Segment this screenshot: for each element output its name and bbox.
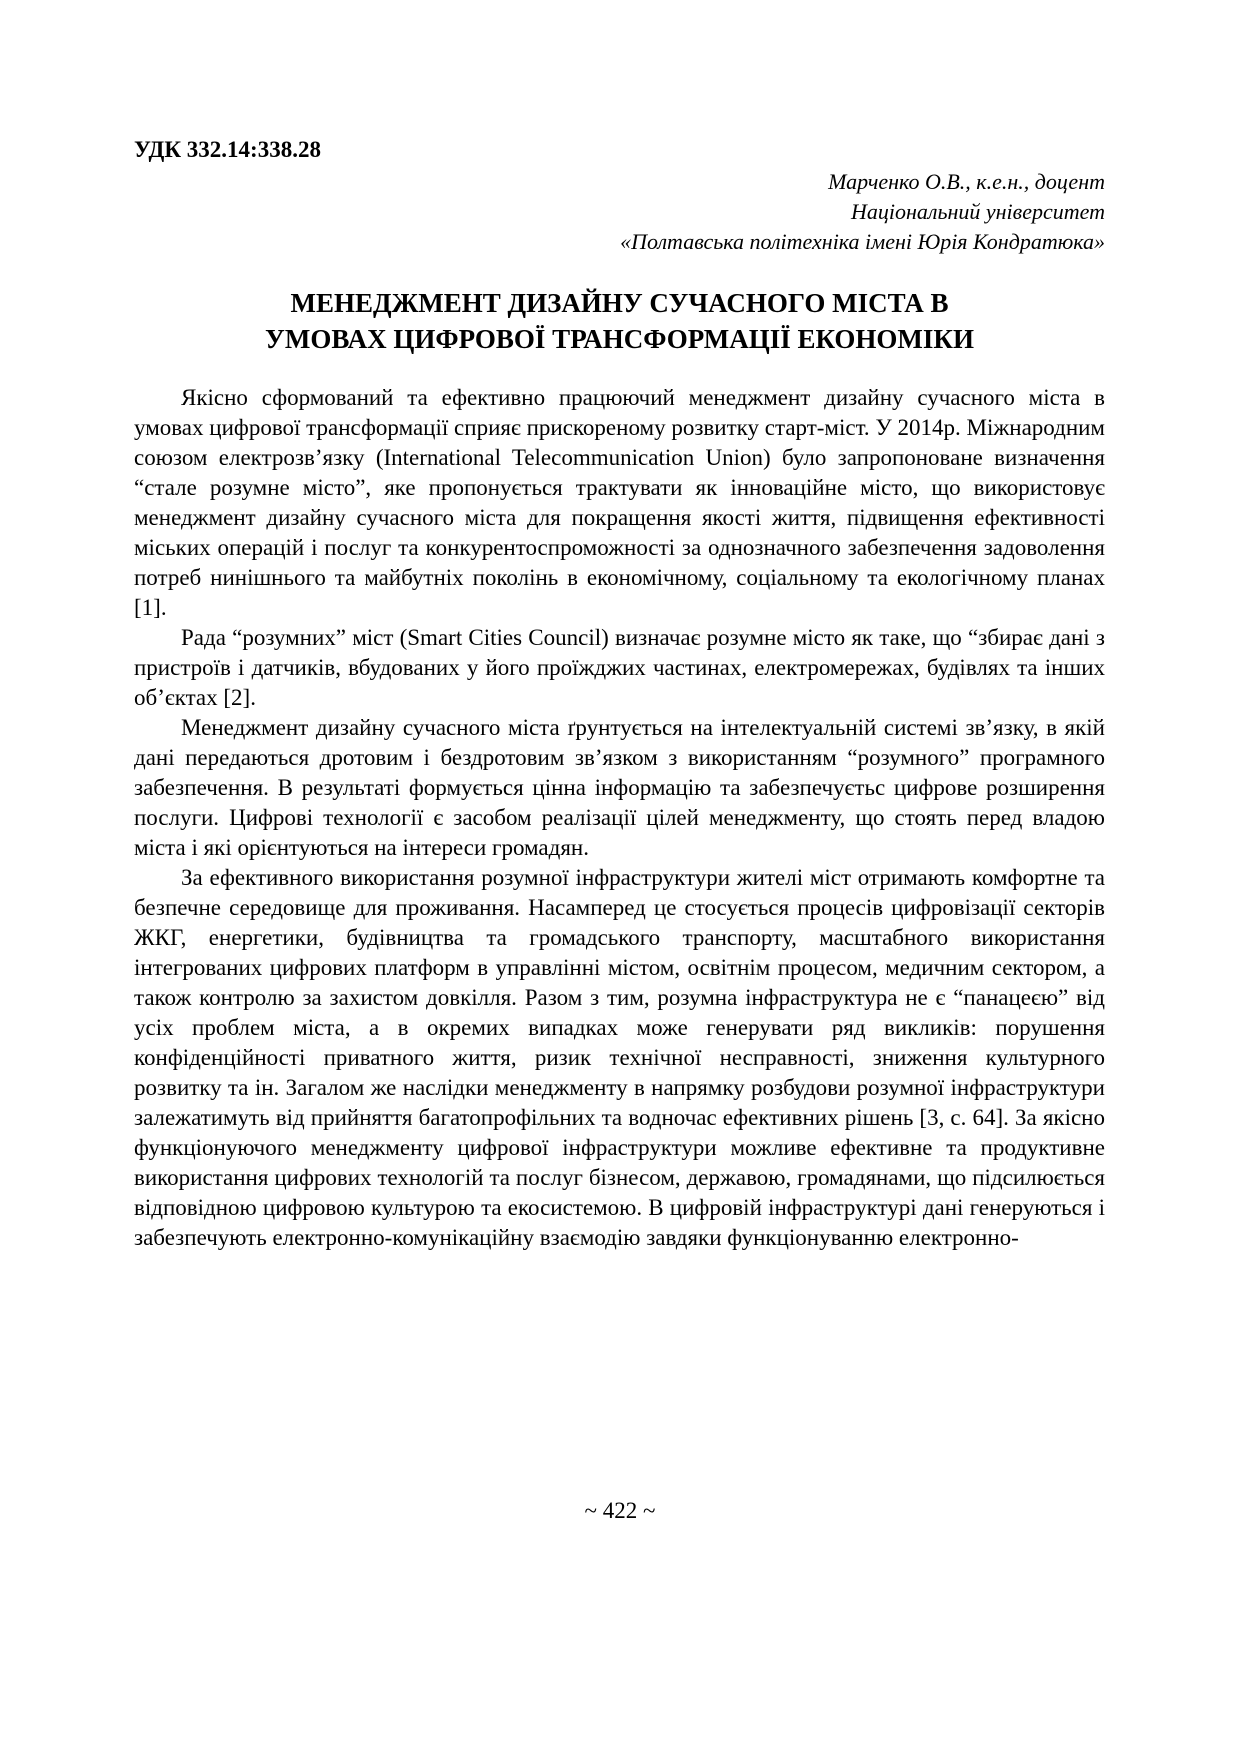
paragraph-2: Рада “розумних” міст (Smart Cities Council) визначає розумне місто як таке, що “збирає дані з пристроїв і датчиків, вбудованих у його проїжджих частинах, електромережах, будівлях та інших об’єктах [2]. [134, 625, 1105, 710]
paper-title-line-1: МЕНЕДЖМЕНТ ДИЗАЙНУ СУЧАСНОГО МІСТА В [290, 288, 949, 318]
paragraph-1: Якісно сформований та ефективно працюючий менеджмент дизайну сучасного міста в умовах цифрової трансформації сприяє прискореному розвитку старт-міст. У 2014р. Міжнародним союзом електрозв’язку (International Telecommunication Union) було запропоноване визначення “стале розумне місто”, яке пропонується трактувати як інноваційне місто, що використовує менеджмент дизайну сучасного міста для покращення якості життя, підвищення ефективності міських операцій і послуг та конкурентоспроможності за однозначного забезпечення задоволення потреб нинішнього та майбутніх поколінь в економічному, соціальному та екологічному планах [1]. [134, 385, 1105, 620]
paper-title [134, 285, 1105, 357]
udc-code: УДК 332.14:338.28 [134, 137, 321, 162]
paragraph-3: Менеджмент дизайну сучасного міста ґрунтується на інтелектуальній системі зв’язку, в якій дані передаються дротовим і бездротовим зв’язком з використанням “розумного” програмного забезпечення. В результаті формується цінна інформацію та забезпечуєтьс цифрове розширення послуги. Цифрові технології є засобом реалізації цілей менеджменту, що стоять перед владою міста і які орієнтуються на інтереси громадян. [134, 715, 1105, 860]
author-block [134, 167, 1105, 257]
author-name: Марченко О.В., к.е.н., доцент [828, 169, 1105, 194]
page-number: ~ 422 ~ [584, 1498, 656, 1523]
paper-title-line-2: УМОВАХ ЦИФРОВОЇ ТРАНСФОРМАЦІЇ ЕКОНОМІКИ [265, 324, 974, 354]
author-affiliation-university: Національний університет [850, 199, 1105, 224]
paragraph-4: За ефективного використання розумної інфраструктури жителі міст отримають комфортне та безпечне середовище для проживання. Насамперед це стосується процесів цифровізації секторів ЖКГ, енергетики, будівництва та громадського транспорту, масштабного використання інтегрованих цифрових платформ в управлінні містом, освітнім процесом, медичним сектором, а також контролю за захистом довкілля. Разом з тим, розумна інфраструктура не є “панацеєю” від усіх проблем міста, а в окремих випадках може генерувати ряд викликів: порушення конфіденційності приватного життя, ризик технічної несправності, зниження культурного розвитку та ін. Загалом же наслідки менеджменту в напрямку розбудови розумної інфраструктури залежатимуть від прийняття багатопрофільних та водночас ефективних рішень [3, с. 64]. За якісно функціонуючого менеджменту цифрової інфраструктури можливе ефективне та продуктивне використання цифрових технологій та послуг бізнесом, державою, громадянами, що підсилюється відповідною цифровою культурою та екосистемою. В цифровій інфраструктурі дані генеруються і забезпечують електронно-комунікаційну взаємодію завдяки функціонуванню електронно- [134, 865, 1105, 1250]
author-affiliation-institution: «Полтавська політехніка імені Юрія Кондратюка» [620, 229, 1105, 254]
article-body [134, 383, 1105, 1253]
